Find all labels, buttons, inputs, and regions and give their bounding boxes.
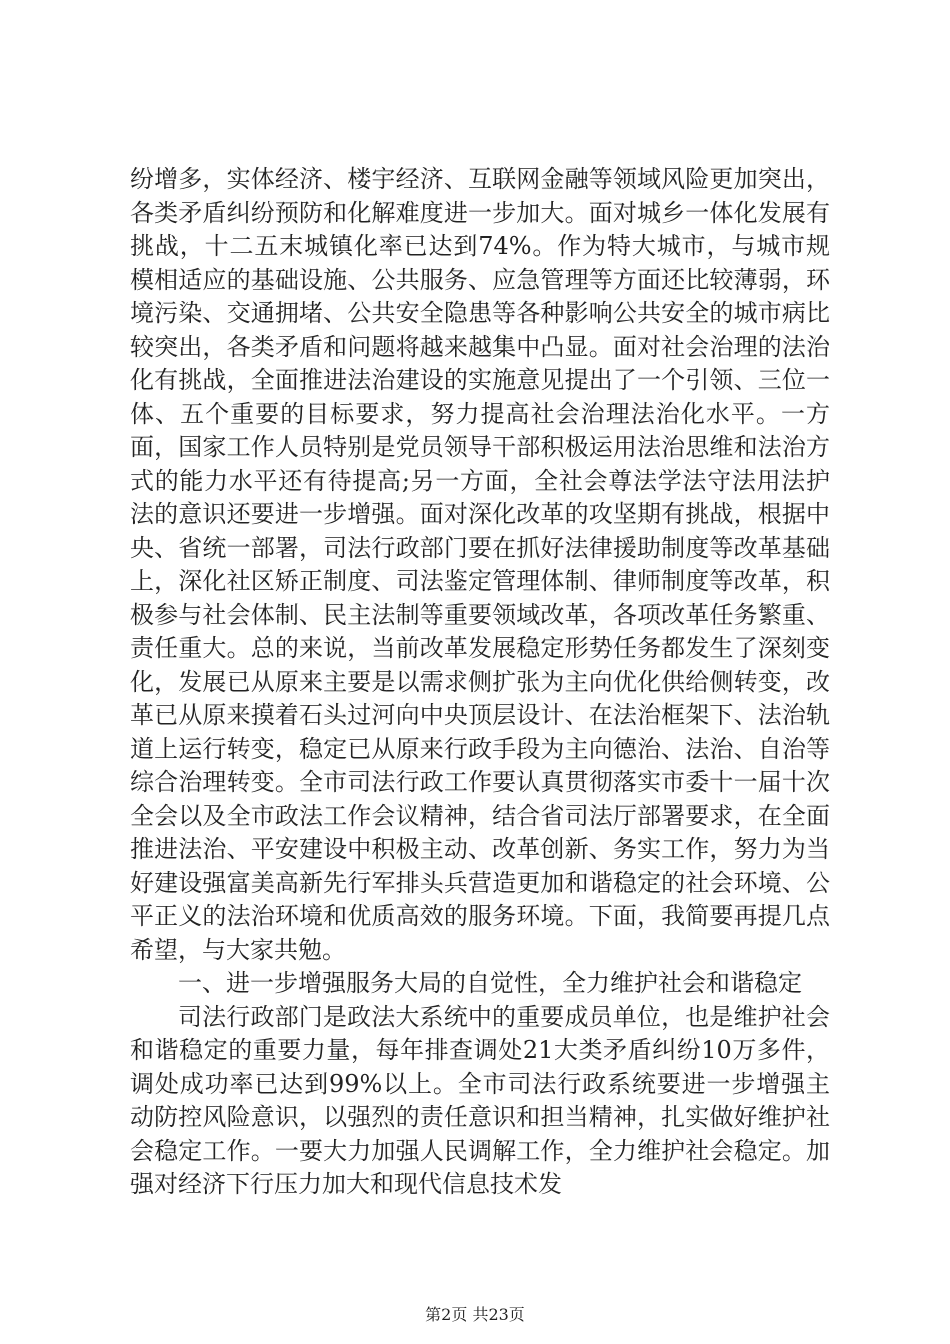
- page-footer: 第2页 共23页: [425, 1305, 525, 1324]
- body-text: [130, 163, 830, 1202]
- section-heading: 一、进一步增强服务大局的自觉性，全力维护社会和谐稳定: [178, 969, 802, 997]
- paragraph-continuation: 纷增多，实体经济、楼宇经济、互联网金融等领域风险更加突出，各类矛盾纠纷预防和化解难度进一步加大。面对城乡一体化发展有挑战，十二五末城镇化率已达到74%。作为特大城市，与城市规模相适应的基础设施、公共服务、应急管理等方面还比较薄弱，环境污染、交通拥堵、公共安全隐患等各种影响公共安全的城市病比较突出，各类矛盾和问题将越来越集中凸显。面对社会治理的法治化有挑战，全面推进法治建设的实施意见提出了一个引领、三位一体、五个重要的目标要求，努力提高社会治理法治化水平。一方面，国家工作人员特别是党员领导干部积极运用法治思维和法治方式的能力水平还有待提高;另一方面，全社会尊法学法守法用法护法的意识还要进一步增强。面对深化改革的攻坚期有挑战，根据中央、省统一部署，司法行政部门要在抓好法律援助制度等改革基础上，深化社区矫正制度、司法鉴定管理体制、律师制度等改革，积极参与社会体制、民主法制等重要领域改革，各项改革任务繁重、责任重大。总的来说，当前改革发展稳定形势任务都发生了深刻变化，发展已从原来主要是以需求侧扩张为主向优化供给侧转变，改革已从原来摸着石头过河向中央顶层设计、在法治框架下、法治轨道上运行转变，稳定已从原来行政手段为主向德治、法治、自治等综合治理转变。全市司法行政工作要认真贯彻落实市委十一届十次全会以及全市政法工作会议精神，结合省司法厅部署要求，在全面推进法治、平安建设中积极主动、改革创新、务实工作，努力为当好建设强富美高新先行军排头兵营造更加和谐稳定的社会环境、公平正义的法治环境和优质高效的服务环境。下面，我简要再提几点希望，与大家共勉。: [130, 165, 830, 964]
- paragraph: 司法行政部门是政法大系统中的重要成员单位，也是维护社会和谐稳定的重要力量，每年排查调处21大类矛盾纠纷10万多件，调处成功率已达到99%以上。全市司法行政系统要进一步增强主动防控风险意识，以强烈的责任意识和担当精神，扎实做好维护社会稳定工作。一要大力加强人民调解工作，全力维护社会稳定。加强对经济下行压力加大和现代信息技术发: [130, 1002, 830, 1198]
